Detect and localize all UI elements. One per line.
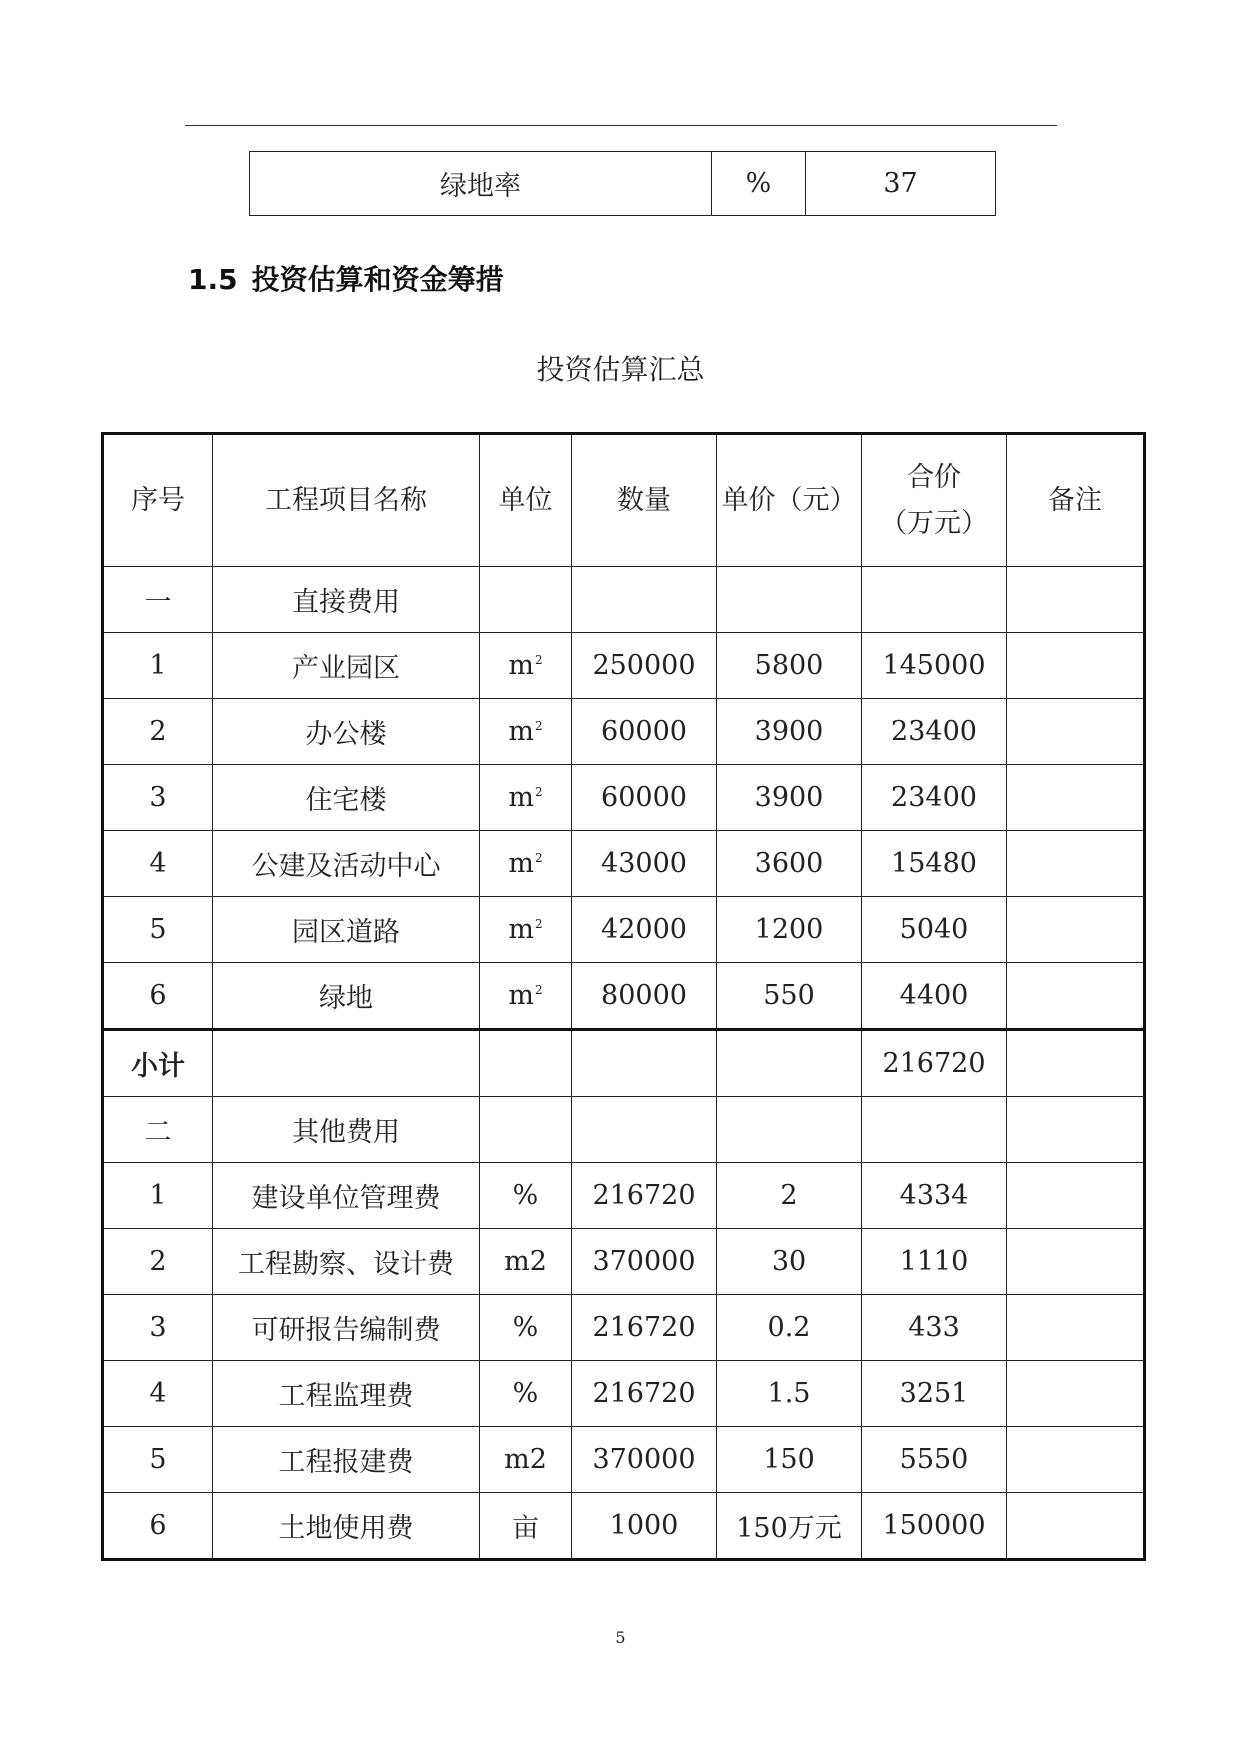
cell-unit-price: 3600 bbox=[717, 831, 862, 897]
cell-quantity: 43000 bbox=[572, 831, 717, 897]
cell-unit bbox=[480, 963, 572, 1030]
section-number: 1.5 bbox=[188, 263, 238, 296]
cell-remarks bbox=[1007, 699, 1145, 765]
cell-seq: 二 bbox=[103, 1097, 213, 1163]
unit-superscript: 2 bbox=[534, 917, 543, 931]
cell-quantity: 370000 bbox=[572, 1427, 717, 1493]
cell-name: 园区道路 bbox=[213, 897, 480, 963]
cell-unit-price: 3900 bbox=[717, 699, 862, 765]
cell-name: 直接费用 bbox=[213, 567, 480, 633]
green-rate-value: 37 bbox=[806, 152, 996, 216]
unit-superscript: 2 bbox=[534, 851, 543, 865]
cell-quantity: 216720 bbox=[572, 1163, 717, 1229]
cell-unit bbox=[480, 1427, 572, 1493]
cell-unit bbox=[480, 1295, 572, 1361]
table-row bbox=[103, 1030, 1145, 1097]
cell-unit bbox=[480, 1361, 572, 1427]
cell-name: 产业园区 bbox=[213, 633, 480, 699]
cell-unit-price bbox=[717, 1030, 862, 1097]
cell-quantity: 60000 bbox=[572, 765, 717, 831]
cell-seq: 一 bbox=[103, 567, 213, 633]
unit-text: m2 bbox=[504, 1246, 547, 1277]
cell-quantity: 80000 bbox=[572, 963, 717, 1030]
cell-total: 15480 bbox=[862, 831, 1007, 897]
cell-unit bbox=[480, 765, 572, 831]
unit-text: m bbox=[508, 980, 534, 1011]
table-row bbox=[103, 1163, 1145, 1229]
table-row bbox=[103, 1427, 1145, 1493]
cell-seq: 3 bbox=[103, 765, 213, 831]
cell-name: 土地使用费 bbox=[213, 1493, 480, 1560]
cell-total: 23400 bbox=[862, 765, 1007, 831]
cell-quantity bbox=[572, 1030, 717, 1097]
cell-seq: 5 bbox=[103, 1427, 213, 1493]
page-number: 5 bbox=[615, 1628, 626, 1647]
header-rule bbox=[185, 125, 1057, 126]
header-unit-price: 单价（元） bbox=[717, 434, 862, 567]
table-row bbox=[103, 567, 1145, 633]
green-rate-label: 绿地率 bbox=[250, 152, 712, 216]
cell-quantity: 60000 bbox=[572, 699, 717, 765]
cell-remarks bbox=[1007, 963, 1145, 1030]
table-row bbox=[103, 1229, 1145, 1295]
header-quantity: 数量 bbox=[572, 434, 717, 567]
table-row bbox=[103, 963, 1145, 1030]
unit-superscript: 2 bbox=[534, 719, 543, 733]
cell-seq: 4 bbox=[103, 1361, 213, 1427]
table-caption: 投资估算汇总 bbox=[536, 353, 705, 386]
cell-remarks bbox=[1007, 633, 1145, 699]
cell-name: 其他费用 bbox=[213, 1097, 480, 1163]
cell-unit bbox=[480, 1097, 572, 1163]
section-heading bbox=[188, 258, 504, 298]
unit-text: m bbox=[508, 914, 534, 945]
table-row bbox=[103, 1493, 1145, 1560]
cell-seq: 2 bbox=[103, 699, 213, 765]
header-unit: 单位 bbox=[480, 434, 572, 567]
cell-seq: 小计 bbox=[103, 1030, 213, 1097]
table-body bbox=[103, 434, 1145, 1560]
header-remarks: 备注 bbox=[1007, 434, 1145, 567]
cell-total bbox=[862, 567, 1007, 633]
unit-text: m bbox=[508, 782, 534, 813]
cell-unit-price bbox=[717, 1097, 862, 1163]
cell-seq: 6 bbox=[103, 963, 213, 1030]
table-row bbox=[103, 699, 1145, 765]
cell-remarks bbox=[1007, 1295, 1145, 1361]
investment-estimate-table bbox=[101, 432, 1146, 1561]
cell-unit-price: 1200 bbox=[717, 897, 862, 963]
header-total bbox=[862, 434, 1007, 567]
header-total-line1: 合价 bbox=[907, 461, 961, 493]
unit-text: % bbox=[512, 1378, 539, 1409]
cell-total: 4334 bbox=[862, 1163, 1007, 1229]
cell-quantity: 42000 bbox=[572, 897, 717, 963]
cell-remarks bbox=[1007, 897, 1145, 963]
cell-total: 145000 bbox=[862, 633, 1007, 699]
unit-text: m bbox=[508, 848, 534, 879]
cell-unit-price: 3900 bbox=[717, 765, 862, 831]
cell-seq: 3 bbox=[103, 1295, 213, 1361]
cell-seq: 2 bbox=[103, 1229, 213, 1295]
cell-unit-price bbox=[717, 567, 862, 633]
cell-unit-price: 5800 bbox=[717, 633, 862, 699]
cell-quantity: 250000 bbox=[572, 633, 717, 699]
cell-name bbox=[213, 1030, 480, 1097]
cell-unit-price: 1.5 bbox=[717, 1361, 862, 1427]
table-row bbox=[103, 831, 1145, 897]
green-rate-table bbox=[249, 151, 996, 216]
unit-text: m2 bbox=[504, 1444, 547, 1475]
cell-unit bbox=[480, 699, 572, 765]
cell-total: 5550 bbox=[862, 1427, 1007, 1493]
header-seq: 序号 bbox=[103, 434, 213, 567]
cell-unit-price: 550 bbox=[717, 963, 862, 1030]
table-row bbox=[250, 152, 996, 216]
cell-unit bbox=[480, 1229, 572, 1295]
cell-name: 绿地 bbox=[213, 963, 480, 1030]
cell-unit bbox=[480, 897, 572, 963]
cell-total bbox=[862, 1097, 1007, 1163]
unit-text: 亩 bbox=[512, 1513, 539, 1544]
cell-seq: 1 bbox=[103, 633, 213, 699]
green-rate-unit: % bbox=[712, 152, 806, 216]
cell-name: 工程勘察、设计费 bbox=[213, 1229, 480, 1295]
unit-superscript: 2 bbox=[534, 785, 543, 799]
unit-text: % bbox=[512, 1180, 539, 1211]
cell-name: 工程监理费 bbox=[213, 1361, 480, 1427]
cell-name: 可研报告编制费 bbox=[213, 1295, 480, 1361]
cell-total: 4400 bbox=[862, 963, 1007, 1030]
cell-unit-price: 150 bbox=[717, 1427, 862, 1493]
cell-total: 23400 bbox=[862, 699, 1007, 765]
unit-superscript: 2 bbox=[534, 653, 543, 667]
unit-text: m bbox=[508, 716, 534, 747]
cell-unit-price: 0.2 bbox=[717, 1295, 862, 1361]
header-total-line2: （万元） bbox=[880, 507, 988, 539]
cell-quantity: 216720 bbox=[572, 1361, 717, 1427]
table-row bbox=[103, 1361, 1145, 1427]
table-row bbox=[103, 897, 1145, 963]
cell-name: 建设单位管理费 bbox=[213, 1163, 480, 1229]
cell-seq: 1 bbox=[103, 1163, 213, 1229]
cell-seq: 6 bbox=[103, 1493, 213, 1560]
cell-total: 150000 bbox=[862, 1493, 1007, 1560]
cell-total: 3251 bbox=[862, 1361, 1007, 1427]
cell-quantity bbox=[572, 1097, 717, 1163]
cell-remarks bbox=[1007, 1163, 1145, 1229]
cell-quantity: 1000 bbox=[572, 1493, 717, 1560]
header-name: 工程项目名称 bbox=[213, 434, 480, 567]
cell-total: 5040 bbox=[862, 897, 1007, 963]
cell-remarks bbox=[1007, 765, 1145, 831]
unit-text: m bbox=[508, 650, 534, 681]
cell-unit bbox=[480, 633, 572, 699]
cell-remarks bbox=[1007, 567, 1145, 633]
cell-unit bbox=[480, 1163, 572, 1229]
cell-unit bbox=[480, 831, 572, 897]
cell-name: 公建及活动中心 bbox=[213, 831, 480, 897]
cell-unit-price: 30 bbox=[717, 1229, 862, 1295]
cell-quantity: 370000 bbox=[572, 1229, 717, 1295]
cell-remarks bbox=[1007, 1493, 1145, 1560]
cell-unit bbox=[480, 1030, 572, 1097]
cell-total: 216720 bbox=[862, 1030, 1007, 1097]
cell-unit-price: 150万元 bbox=[717, 1493, 862, 1560]
cell-seq: 4 bbox=[103, 831, 213, 897]
unit-superscript: 2 bbox=[534, 983, 543, 997]
cell-remarks bbox=[1007, 1097, 1145, 1163]
table-row bbox=[103, 1097, 1145, 1163]
cell-remarks bbox=[1007, 1361, 1145, 1427]
cell-remarks bbox=[1007, 1030, 1145, 1097]
table-row bbox=[103, 1295, 1145, 1361]
cell-remarks bbox=[1007, 831, 1145, 897]
cell-remarks bbox=[1007, 1229, 1145, 1295]
cell-remarks bbox=[1007, 1427, 1145, 1493]
cell-name: 办公楼 bbox=[213, 699, 480, 765]
table-row bbox=[103, 765, 1145, 831]
cell-quantity bbox=[572, 567, 717, 633]
cell-name: 住宅楼 bbox=[213, 765, 480, 831]
cell-unit bbox=[480, 1493, 572, 1560]
unit-text: % bbox=[512, 1312, 539, 1343]
cell-quantity: 216720 bbox=[572, 1295, 717, 1361]
cell-unit-price: 2 bbox=[717, 1163, 862, 1229]
cell-total: 433 bbox=[862, 1295, 1007, 1361]
table-row bbox=[103, 633, 1145, 699]
table-header-row bbox=[103, 434, 1145, 567]
cell-total: 1110 bbox=[862, 1229, 1007, 1295]
cell-seq: 5 bbox=[103, 897, 213, 963]
cell-name: 工程报建费 bbox=[213, 1427, 480, 1493]
section-title: 投资估算和资金筹措 bbox=[251, 263, 504, 296]
cell-unit bbox=[480, 567, 572, 633]
